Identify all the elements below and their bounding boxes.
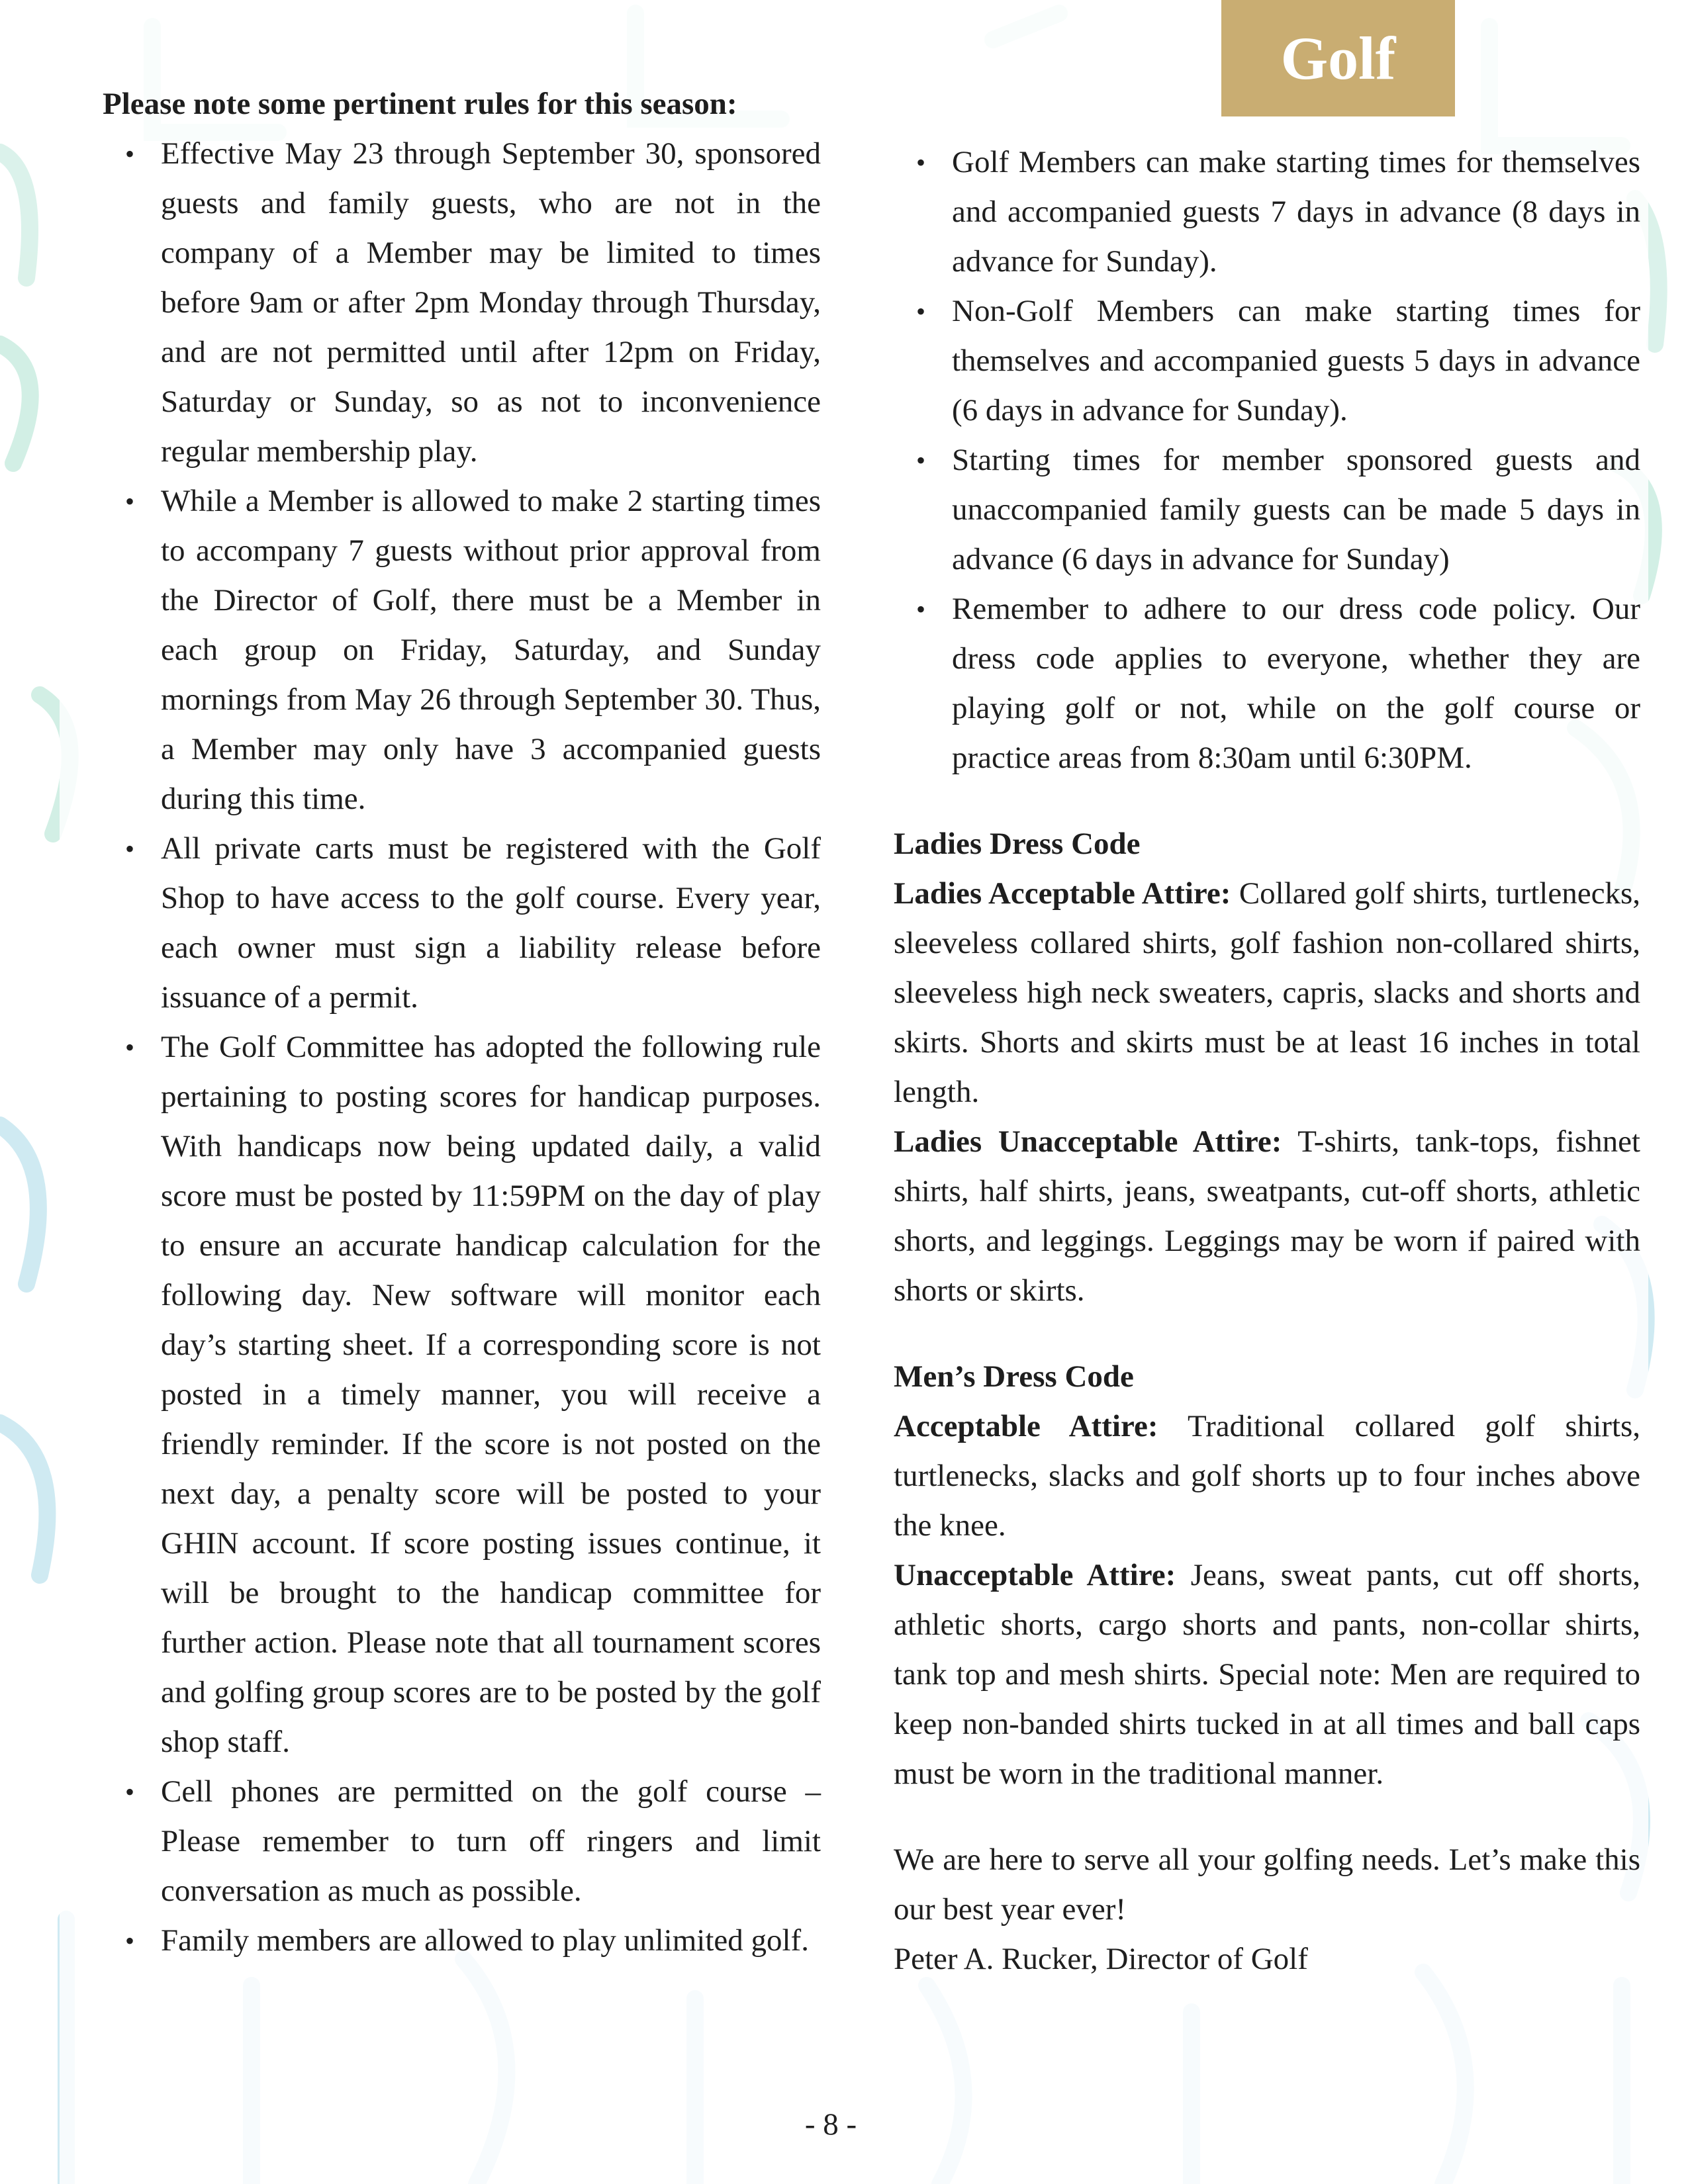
rules-heading: Please note some pertinent rules for this season: [103,87,737,121]
tee-times-list [894,138,1640,783]
section-tab: Golf [1221,0,1455,116]
right-column [894,138,1640,1984]
left-column [103,79,821,1966]
mens-unacceptable-attire [894,1551,1640,1799]
mens-unacceptable-text: Jeans, sweat pants, cut off shorts, athletic shorts, cargo shorts and pants, non-collar shirts, tank top and mesh shirts. Special note: Men are required to keep non-banded shirts tucked in at all times and ball caps must be worn in the traditional manner. [894,1558,1641,1791]
ladies-acceptable-label: Ladies Acceptable Attire: [894,876,1231,911]
rules-list [103,129,821,1966]
mens-acceptable-attire [894,1402,1640,1551]
ladies-unacceptable-text: T-shirts, tank-tops, fishnet shirts, half shirts, jeans, sweatpants, cut-off shorts, athletic shorts, and leggings. Leggings may be worn if paired with shorts or skirts. [894,1124,1640,1308]
list-item: • Cell phones are permitted on the golf course – Please remember to turn off ringers and limit conversation as much as possible. [103,1767,821,1916]
list-item: • While a Member is allowed to make 2 starting times to accompany 7 guests without prior approval from the Director of Golf, there must be a Member in each group on Friday, Saturday, and Sunday mornings from May 26 through September 30. Thus, a Member may only have 3 accompanied guests during this time. [103,477,821,824]
mens-acceptable-label: Acceptable Attire: [894,1409,1158,1443]
list-item: • The Golf Committee has adopted the following rule pertaining to posting scores for handicap purposes. With handicaps now being updated daily, a valid score must be posted by 11:59PM on the day of play to ensure an accurate handicap calculation for the following day. New software will monitor each day’s starting sheet. If a corresponding score is not posted in a timely manner, you will receive a friendly reminder. If the score is not posted on the next day, a penalty score will be posted to your GHIN account. If score posting issues continue, it will be brought to the handicap committee for further action. Please note that all tournament scores and golfing group scores are to be posted by the golf shop staff. [103,1023,821,1767]
list-item: • Starting times for member sponsored guests and unaccompanied family guests can be made 5 days in advance (6 days in advance for Sunday) [894,435,1640,584]
list-item: • Remember to adhere to our dress code policy. Our dress code applies to everyone, whether they are playing golf or not, while on the golf course or practice areas from 8:30am until 6:30PM. [894,584,1640,783]
closing-text: We are here to serve all your golfing needs. Let’s make this our best year ever! [894,1843,1640,1927]
list-item: • Golf Members can make starting times for themselves and accompanied guests 7 days in advance (8 days in advance for Sunday). [894,138,1640,287]
ladies-acceptable-attire [894,869,1640,1117]
ladies-unacceptable-label: Ladies Unacceptable Attire: [894,1124,1282,1159]
list-item: • Effective May 23 through September 30, sponsored guests and family guests, who are not in the company of a Member may be limited to times before 9am or after 2pm Monday through Thursday, and are not permitted until after 12pm on Friday, Saturday or Sunday, so as not to inconvenience regular membership play. [103,129,821,477]
mens-dress-code-heading: Men’s Dress Code [894,1359,1134,1394]
list-item: • Family members are allowed to play unlimited golf. [103,1916,821,1966]
ladies-acceptable-text: Collared golf shirts, turtlenecks, sleeveless collared shirts, golf fashion non-collared shirts, sleeveless high neck sweaters, capris, slacks and shorts and skirts. Shorts and skirts must be at least 16 inches in total length. [894,876,1640,1109]
list-item: • Non-Golf Members can make starting times for themselves and accompanied guests 5 days in advance (6 days in advance for Sunday). [894,287,1640,435]
mens-acceptable-text: Traditional collared golf shirts, turtlenecks, slacks and golf shorts up to four inches above the knee. [894,1409,1641,1543]
ladies-dress-code-heading: Ladies Dress Code [894,827,1141,861]
ladies-unacceptable-attire [894,1117,1640,1316]
list-item: • All private carts must be registered with the Golf Shop to have access to the golf course. Every year, each owner must sign a liability release before issuance of a permit. [103,824,821,1023]
signature: Peter A. Rucker, Director of Golf [894,1942,1308,1976]
page-number: - 8 - [804,2107,857,2142]
mens-unacceptable-label: Unacceptable Attire: [894,1558,1176,1592]
